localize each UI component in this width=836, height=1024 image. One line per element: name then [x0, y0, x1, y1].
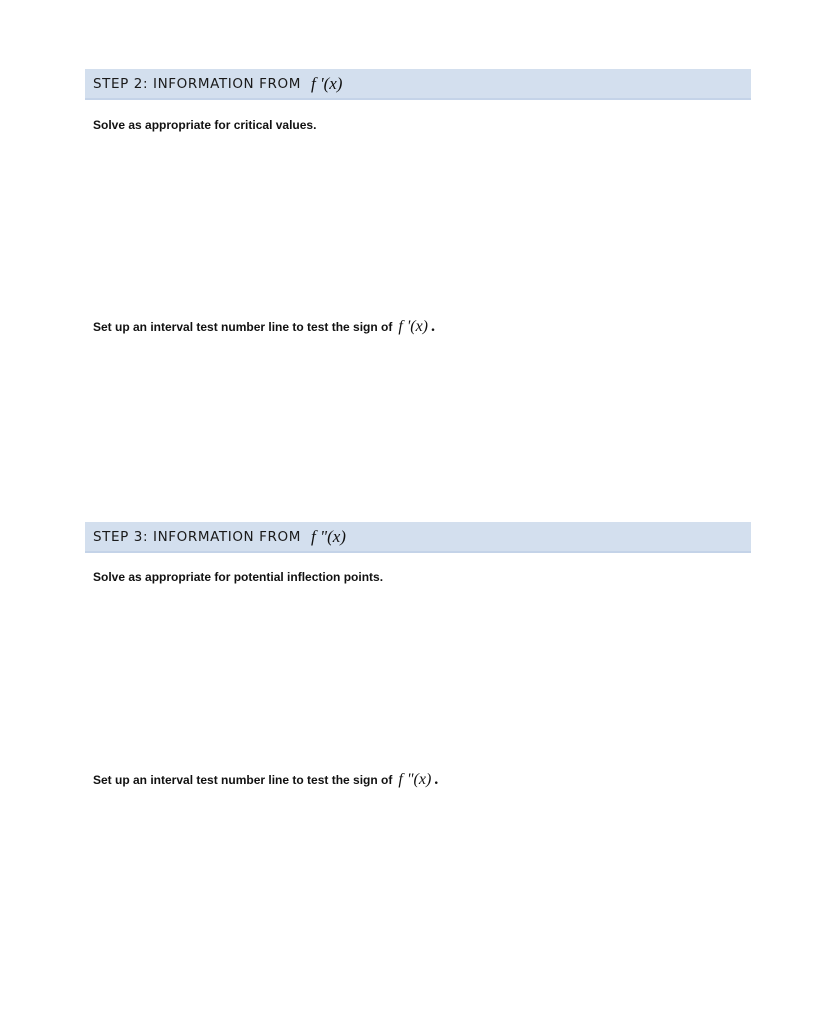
- step-3-header: [85, 522, 751, 553]
- step-3-inflection-text: Solve as appropriate for potential inflection points.: [93, 570, 384, 584]
- step-2-title: STEP 2: INFORMATION FROM: [93, 75, 301, 92]
- step-3-interval-test-instruction: [93, 771, 438, 789]
- step-3-function: f "(x): [310, 526, 346, 546]
- step-3-title: STEP 3: INFORMATION FROM: [93, 528, 301, 545]
- step-2-function: f '(x): [310, 73, 343, 93]
- step-2-critical-values-instruction: [93, 118, 316, 132]
- step-2-interval-test-text: Set up an interval test number line to test the sign of: [93, 320, 393, 334]
- step-2-period: .: [431, 318, 435, 335]
- step-2-interval-test-instruction: [93, 318, 435, 336]
- step-3-interval-test-text: Set up an interval test number line to test the sign of: [93, 773, 393, 787]
- step-2-interval-function: f '(x): [398, 318, 428, 335]
- step-2-header: [85, 69, 751, 100]
- step-3-period: .: [434, 771, 439, 788]
- step-2-critical-values-text: Solve as appropriate for critical values.: [93, 118, 317, 132]
- step-3-inflection-instruction: [93, 570, 383, 584]
- step-3-interval-function: f "(x): [398, 771, 432, 788]
